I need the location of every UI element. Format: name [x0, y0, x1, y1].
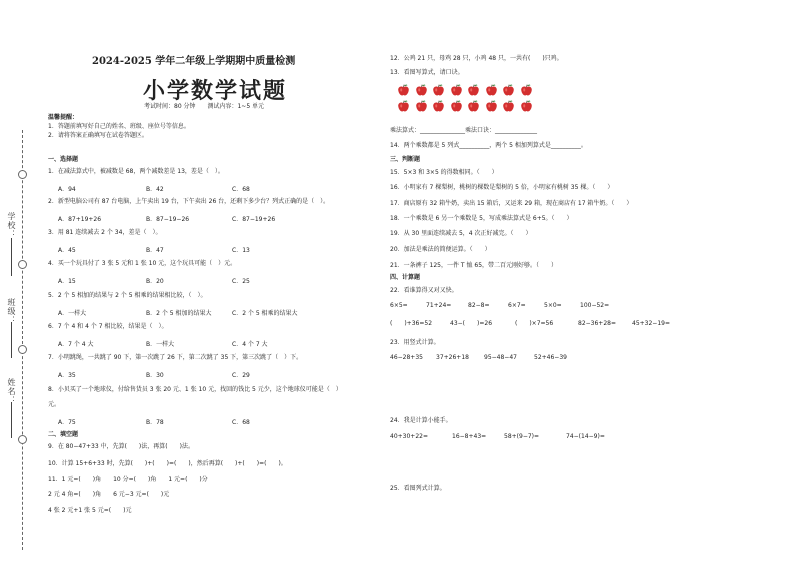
question-cont: 元。 [48, 401, 61, 408]
option-c[interactable]: C．25 [232, 278, 250, 285]
section-title: 一、选择题 [48, 156, 79, 163]
option-b[interactable]: B．一样大 [146, 341, 175, 348]
option-a[interactable]: A．35 [58, 372, 76, 379]
apple-icon [520, 82, 533, 95]
option-b[interactable]: B．30 [146, 372, 164, 379]
judge-item: 16．小明家有 7 棵梨树，桃树的棵数是梨树的 5 倍，小明家有桃树 35 棵。（ ） [390, 184, 614, 191]
question: 1．在减法算式中，被减数是 68，两个减数差是 13，差是（ ）。 [48, 168, 224, 175]
apple-icon [467, 98, 480, 111]
brain-calc: 16−8+43= [452, 433, 487, 440]
apple-icon [485, 82, 498, 95]
calc-item: 6×5= [390, 302, 408, 309]
section-title: 二、填空题 [48, 431, 79, 438]
exam-scope: 测试内容：1~5 单元 [207, 103, 265, 110]
option-b[interactable]: B．47 [146, 247, 164, 254]
binding-margin [0, 130, 30, 550]
brain-calc: 74−(14−9)= [566, 433, 605, 440]
apple-icon [415, 98, 428, 111]
option-a[interactable]: A．45 [58, 247, 76, 254]
calc-item: 6×7= [508, 302, 526, 309]
apple-icon [502, 82, 515, 95]
question: 2．新型电脑公司有 87 台电脑，上午卖出 19 台，下午卖出 26 台，还剩下多少台？列式正确的是（ ）。 [48, 198, 330, 205]
option-c[interactable]: C．13 [232, 247, 250, 254]
judge-item: 17．商店原有 32 箱牛奶，卖出 15 箱后，又运来 29 箱，现在商店有 17 箱牛奶。（ ） [390, 200, 633, 207]
vertical-calc: 52+46−39 [534, 354, 567, 361]
binding-hole [18, 345, 27, 354]
exam-subtitle: 小学数学试题 [143, 78, 288, 104]
option-c[interactable]: C．87−19+26 [232, 216, 276, 223]
calc-item: 82−36+28= [578, 320, 616, 327]
judge-item: 21．一条裤子 125，一件 T 恤 65，带二百元刚好够。（ ） [390, 262, 558, 269]
cut-line [22, 130, 23, 550]
apple-icon [432, 98, 445, 111]
section-title: 四、计算题 [390, 274, 421, 281]
option-b[interactable]: B．42 [146, 186, 164, 193]
question: 25．看图列式计算。 [390, 485, 446, 492]
judge-item: 19．从 30 里面连续减去 5，4 次正好减完。（ ） [390, 230, 532, 237]
vertical-calc: 37+26+18 [436, 354, 469, 361]
binding-hole [18, 435, 27, 444]
question: 23．用竖式计算。 [390, 339, 440, 346]
apple-icon [450, 82, 463, 95]
exam-info [144, 101, 274, 110]
apple-icon [397, 82, 410, 95]
option-a[interactable]: A．94 [58, 186, 76, 193]
question: 9．在 80−47+33 中，先算( )法，再算( )法。 [48, 443, 194, 450]
apple-icon [415, 82, 428, 95]
option-c[interactable]: C．2 个 5 相乘的结果大 [232, 310, 298, 317]
vertical-calc: 95−48−47 [484, 354, 517, 361]
school-label: 学校： [7, 212, 16, 239]
calc-item[interactable]: 43−( )=26 [450, 320, 493, 327]
calc-item: 100−52= [580, 302, 610, 309]
apple-icon [450, 98, 463, 111]
binding-hole [18, 260, 27, 269]
option-b[interactable]: B．87−19−26 [146, 216, 190, 223]
question: 6．7 个 4 和 4 个 7 相比较，结果是（ ）。 [48, 323, 168, 330]
name-field[interactable] [11, 402, 12, 438]
question: 5．2 个 5 相加的结果与 2 个 5 相乘的结果相比较，（ ）。 [48, 292, 207, 299]
calc-item[interactable]: ( )×7=56 [515, 320, 554, 327]
option-a[interactable]: A．7 个 4 大 [58, 341, 94, 348]
question: 7．小明跳绳，一共跳了 90 下，第一次跳了 26 下，第二次跳了 35 下，第三次跳了（ ）下。 [48, 354, 303, 361]
calc-item: 82−8= [468, 302, 490, 309]
question: 14．两个乘数都是 5 列式__________，两个 5 相加列算式是__________。 [390, 142, 587, 149]
notice-item: 2．请将答案正确填写在试卷答题区。 [48, 132, 148, 139]
vertical-calc: 46−28+35 [390, 354, 423, 361]
option-c[interactable]: C．68 [232, 419, 250, 426]
class-field[interactable] [11, 322, 12, 358]
apple-icon [432, 82, 445, 95]
apple-icon [397, 98, 410, 111]
calc-item: 71+24= [426, 302, 452, 309]
apple-icon [520, 98, 533, 111]
option-a[interactable]: A．15 [58, 278, 76, 285]
judge-item: 15．5×3 和 3×5 的得数相同。（ ） [390, 169, 498, 176]
question: 11．1 元=( )角 10 分=( )角 1 元=( )分 [48, 476, 208, 483]
option-b[interactable]: B．78 [146, 419, 164, 426]
option-c[interactable]: C．4 个 7 大 [232, 341, 268, 348]
question: 10．计算 15+6+33 时，先算( )+( )=( )，然后再算( )+( )=( )。 [48, 460, 287, 467]
apple-icon [502, 98, 515, 111]
exam-title: 2024-2025 学年二年级上学期期中质量检测 [92, 56, 296, 67]
judge-item: 20．加法是乘法的简便运算。（ ） [390, 246, 491, 253]
section-title: 三、判断题 [390, 156, 421, 163]
brain-calc: 58+(9−7)= [504, 433, 540, 440]
judge-item: 18．一个乘数是 6 另一个乘数是 5，写成乘法算式是 6+5。（ ） [390, 215, 573, 222]
apple-icon [485, 98, 498, 111]
binding-hole [18, 170, 27, 179]
option-a[interactable]: A．75 [58, 419, 76, 426]
calc-item: 5×0= [544, 302, 562, 309]
answer-line[interactable]: 乘法算式：_______________乘法口诀：______________ [390, 127, 538, 134]
name-label: 姓名： [7, 378, 16, 405]
option-c[interactable]: C．29 [232, 372, 250, 379]
question: 24．我是计算小能手。 [390, 417, 452, 424]
brain-calc: 40+30+22= [390, 433, 428, 440]
question: 3．用 81 连续减去 2 个 34，差是（ ）。 [48, 229, 162, 236]
exam-time: 考试时间：80 分钟 [144, 103, 196, 110]
question: 13．看图写算式，请口诀。 [390, 69, 464, 76]
option-b[interactable]: B．2 个 5 相加的结果大 [146, 310, 212, 317]
question: 8．小贝买了一个地球仪，付给售货员 3 张 20 元、1 张 10 元，找回的钱比 5 元少，这个地球仪可能是（ ） [48, 386, 342, 393]
apple-icon [467, 82, 480, 95]
calc-item[interactable]: ( )+36=52 [390, 320, 433, 327]
notice-title: 温馨提醒： [48, 114, 79, 121]
calc-item: 45+32−19= [632, 320, 670, 327]
school-field[interactable] [11, 238, 12, 276]
question: 4．买一个玩具付了 3 张 5 元和 1 张 10 元，这个玩具可能（ ）元。 [48, 260, 237, 267]
notice-item: 1．答题前填写好自己的姓名、班级、座位号等信息。 [48, 123, 190, 130]
question-cont: 4 张 2 元+1 张 5 元=( )元 [48, 507, 132, 514]
question-cont: 2 元 4 角=( )角 6 元−3 元=( )元 [48, 491, 170, 498]
option-a[interactable]: A．87+19+26 [58, 216, 102, 223]
question: 22．看谁算得又对又快。 [390, 287, 458, 294]
class-label: 班级： [7, 298, 16, 325]
question: 12．公鸡 21 只，母鸡 28 只，小鸡 48 只，一共有( )只鸡。 [390, 55, 563, 62]
option-c[interactable]: C．68 [232, 186, 250, 193]
option-a[interactable]: A．一样大 [58, 310, 87, 317]
option-b[interactable]: B．20 [146, 278, 164, 285]
